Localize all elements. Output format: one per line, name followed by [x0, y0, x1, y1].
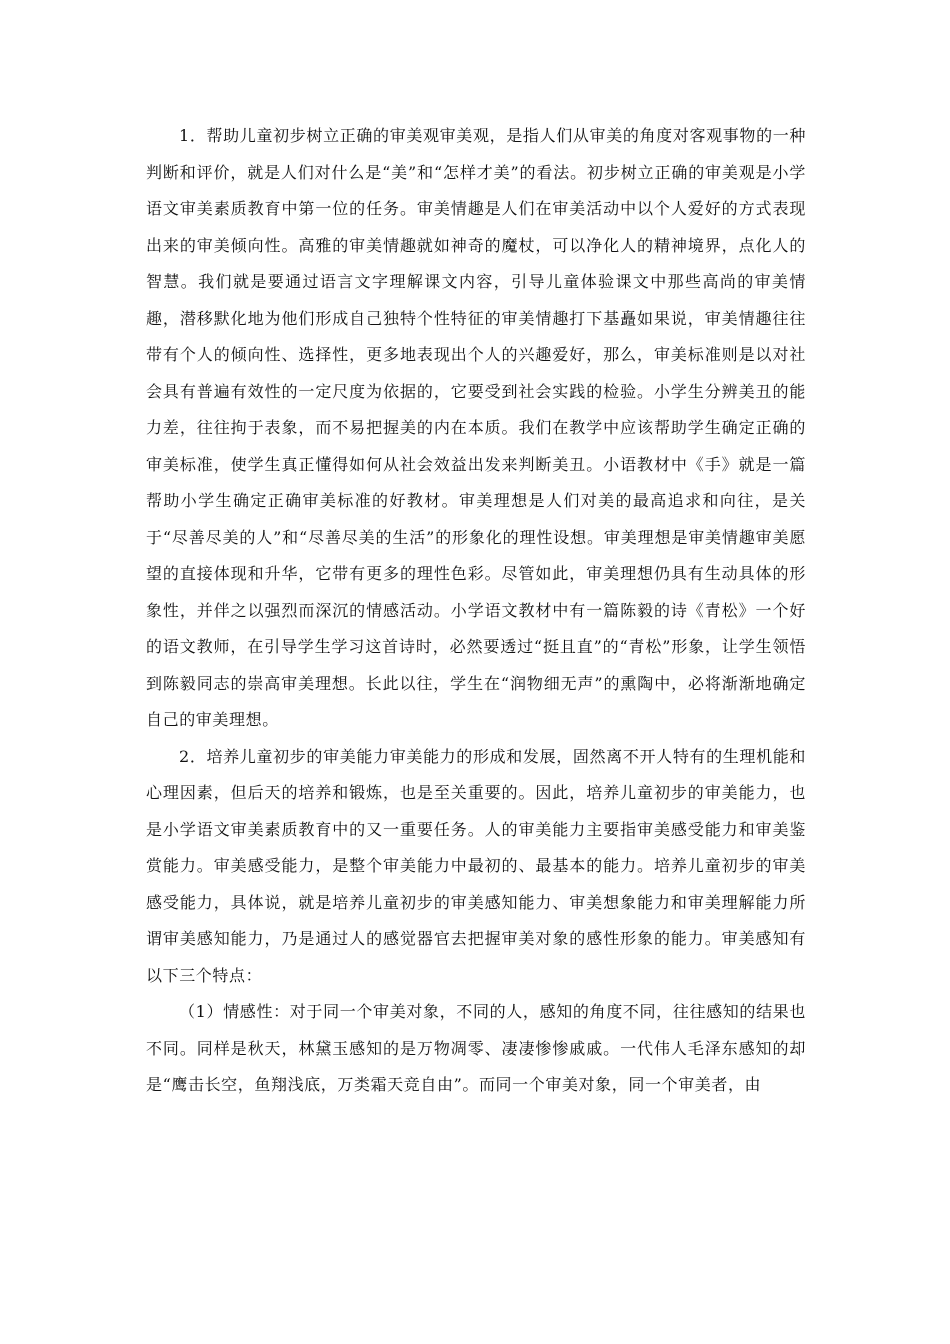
paragraph-emotional-perception: （1）情感性：对于同一个审美对象，不同的人，感知的角度不同，往往感知的结果也不同。同样是秋天，林黛玉感知的是万物凋零、凄凄惨惨戚戚。一代伟人毛泽东感知的却是“鹰击长空，鱼翔浅底，万类霜天竞自由”。而同一个审美对象，同一个审美者，由 [146, 1002, 806, 1094]
document-body [146, 118, 806, 1104]
paragraph-aesthetic-ability: 2．培养儿童初步的审美能力审美能力的形成和发展，固然离不开人特有的生理机能和心理因素，但后天的培养和锻炼，也是至关重要的。因此，培养儿童初步的审美能力，也是小学语文审美素质教育中的又一重要任务。人的审美能力主要指审美感受能力和审美鉴赏能力。审美感受能力，是整个审美能力中最初的、最基本的能力。培养儿童初步的审美感受能力，具体说，就是培养儿童初步的审美感知能力、审美想象能力和审美理解能力所谓审美感知能力，乃是通过人的感觉器官去把握审美对象的感性形象的能力。审美感知有以下三个特点： [146, 746, 806, 985]
paragraph-aesthetic-outlook: 1．帮助儿童初步树立正确的审美观审美观，是指人们从审美的角度对客观事物的一种判断和评价，就是人们对什么是“美”和“怎样才美”的看法。初步树立正确的审美观是小学语文审美素质教育中第一位的任务。审美情趣是人们在审美活动中以个人爱好的方式表现出来的审美倾向性。高雅的审美情趣就如神奇的魔杖，可以净化人的精神境界，点化人的智慧。我们就是要通过语言文字理解课文内容，引导儿童体验课文中那些高尚的审美情趣，潜移默化地为他们形成自己独特个性特征的审美情趣打下基矗如果说，审美情趣往往带有个人的倾向性、选择性，更多地表现出个人的兴趣爱好，那么，审美标准则是以对社会具有普遍有效性的一定尺度为依据的，它要受到社会实践的检验。小学生分辨美丑的能力差，往往拘于表象，而不易把握美的内在本质。我们在教学中应该帮助学生确定正确的审美标准，使学生真正懂得如何从社会效益出发来判断美丑。小语教材中《手》就是一篇帮助小学生确定正确审美标准的好教材。审美理想是人们对美的最高追求和向往，是关于“尽善尽美的人”和“尽善尽美的生活”的形象化的理性设想。审美理想是审美情趣审美愿望的直接体现和升华，它带有更多的理性色彩。尽管如此，审美理想仍具有生动具体的形象性，并伴之以强烈而深沉的情感活动。小学语文教材中有一篇陈毅的诗《青松》一个好的语文教师，在引导学生学习这首诗时，必然要透过“挺且直”的“青松”形象，让学生领悟到陈毅同志的崇高审美理想。长此以往，学生在“润物细无声”的熏陶中，必将渐渐地确定自己的审美理想。 [146, 126, 806, 729]
